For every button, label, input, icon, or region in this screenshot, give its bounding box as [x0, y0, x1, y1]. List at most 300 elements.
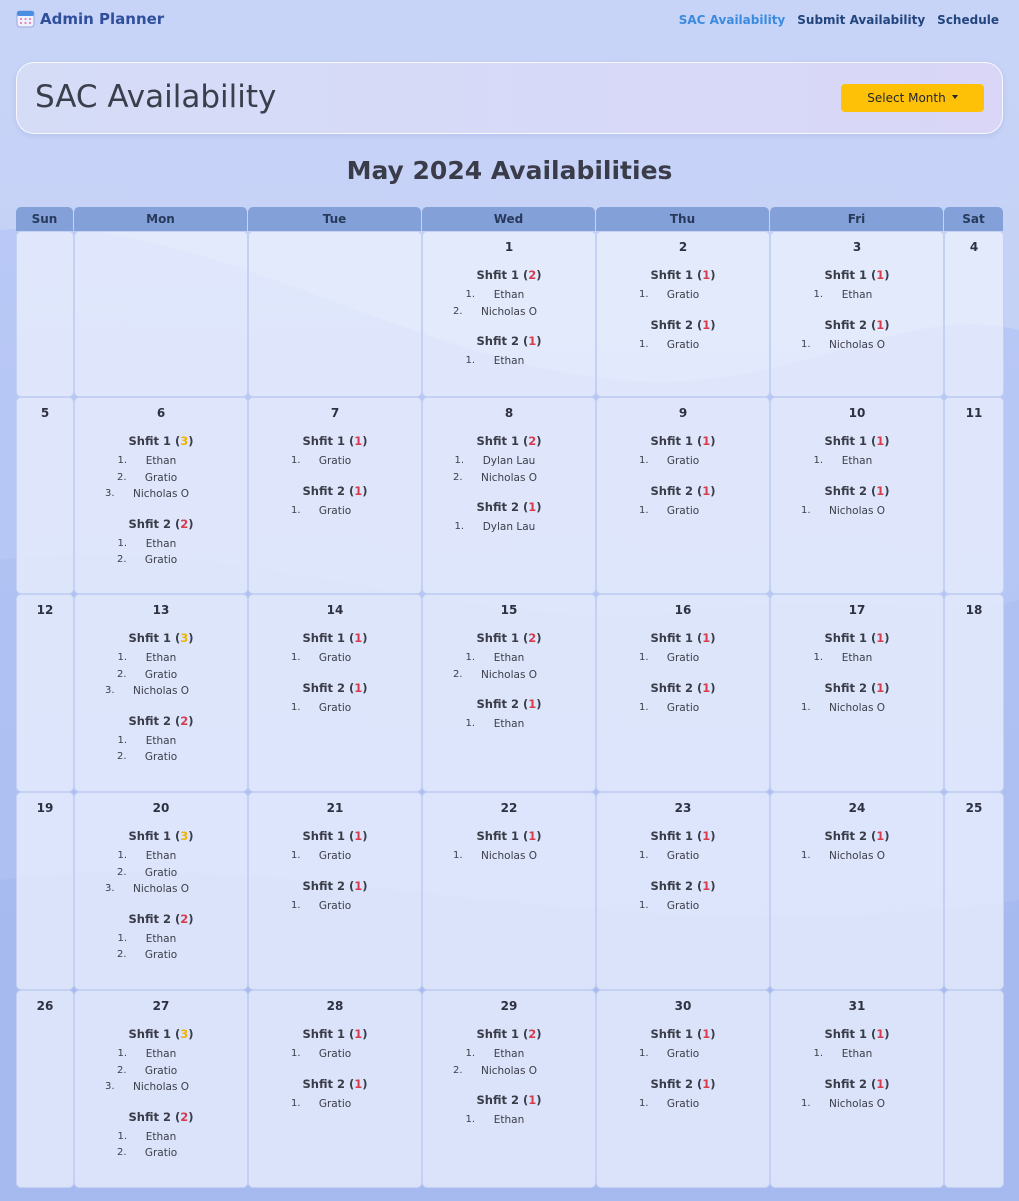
person-name: Ethan: [145, 932, 177, 945]
shift-label: Shfit 2: [824, 680, 867, 695]
paren-open: (: [866, 483, 877, 498]
person-name: Ethan: [145, 455, 177, 467]
name-list: [597, 287, 769, 304]
day-number: 24: [848, 801, 866, 815]
shift-title: [423, 697, 595, 711]
shift-title: [771, 484, 943, 498]
list-number: 1.: [639, 338, 649, 350]
shift-count: 1: [354, 483, 363, 498]
person-name: Ethan: [145, 1048, 177, 1060]
day-number: 29: [500, 999, 518, 1013]
list-item: [249, 898, 421, 915]
paren-close: ): [188, 911, 194, 926]
shift-count: 1: [876, 1076, 885, 1091]
calendar-day-cell[interactable]: [422, 231, 596, 397]
shift-block: [771, 318, 943, 354]
list-number: 1.: [465, 1114, 476, 1125]
person-name: Gratio: [666, 504, 700, 517]
shift-title: [75, 517, 247, 531]
shift-count: 2: [180, 713, 189, 728]
person-name: Nicholas O: [132, 1081, 190, 1093]
paren-open: (: [692, 878, 703, 893]
list-item: [597, 287, 769, 304]
calendar-day-cell[interactable]: [596, 231, 770, 397]
calendar-day-cell[interactable]: [248, 397, 422, 594]
shift-label: Shfit 2: [302, 878, 345, 893]
name-list: [75, 1046, 247, 1096]
brand-name: Admin Planner: [40, 9, 165, 28]
calendar-day-cell[interactable]: [74, 397, 248, 594]
shift-title: [423, 1093, 595, 1107]
shift-label: Shfit 2: [476, 500, 519, 514]
name-list: [597, 1046, 769, 1063]
name-list: [249, 848, 421, 865]
list-number: 1.: [801, 338, 811, 350]
list-item: [423, 353, 595, 370]
day-number: 28: [326, 999, 344, 1013]
paren-close: ): [536, 434, 542, 448]
shift-block: [771, 434, 943, 470]
shift-block: [423, 434, 595, 486]
calendar-week: [16, 990, 1004, 1188]
shift-count: 2: [180, 516, 189, 531]
list-item: [75, 733, 247, 750]
calendar-day-cell[interactable]: [422, 594, 596, 792]
list-number: 1.: [813, 652, 824, 663]
calendar-day-cell[interactable]: [770, 397, 944, 594]
shift-label: Shfit 2: [476, 697, 519, 711]
shift-title: [597, 434, 769, 448]
person-name: Ethan: [145, 1130, 177, 1143]
weekday-header: Sun: [16, 207, 73, 231]
shift-count: 1: [702, 829, 711, 843]
paren-open: (: [170, 434, 181, 448]
person-name: Gratio: [666, 338, 700, 351]
calendar-day-cell[interactable]: [248, 990, 422, 1188]
shift-block: [423, 1027, 595, 1079]
paren-close: ): [188, 516, 194, 531]
name-list: [423, 650, 595, 683]
calendar-day-cell[interactable]: [74, 594, 248, 792]
shift-title: [597, 1077, 769, 1091]
person-name: Nicholas O: [132, 488, 190, 500]
calendar-day-cell[interactable]: [596, 397, 770, 594]
paren-close: ): [710, 631, 716, 645]
shift-count: 1: [876, 317, 885, 332]
paren-close: ): [362, 631, 368, 645]
paren-close: ): [536, 631, 542, 645]
person-name: Gratio: [144, 949, 178, 961]
person-name: Nicholas O: [132, 685, 190, 697]
shift-block: [75, 829, 247, 898]
shift-block: [75, 631, 247, 700]
list-number: 2.: [117, 471, 127, 483]
paren-close: ): [362, 829, 368, 843]
day-number: 15: [500, 603, 518, 617]
list-item: [249, 1046, 421, 1063]
calendar-day-cell[interactable]: [16, 397, 74, 594]
select-month-button[interactable]: [841, 84, 984, 112]
shift-block: [423, 829, 595, 865]
person-name: Gratio: [318, 1097, 352, 1110]
paren-close: ): [188, 631, 194, 645]
paren-close: ): [536, 1093, 542, 1107]
person-name: Ethan: [145, 652, 177, 664]
paren-close: ): [362, 1076, 368, 1091]
shift-title: [771, 434, 943, 448]
paren-close: ): [884, 1076, 890, 1091]
shift-block: [771, 268, 943, 304]
shift-label: Shfit 1: [128, 631, 171, 645]
list-number: 1.: [465, 1048, 476, 1059]
calendar-day-cell[interactable]: [770, 231, 944, 397]
list-item: [771, 1046, 943, 1063]
shift-label: Shfit 2: [302, 483, 345, 498]
shift-count: 1: [876, 680, 885, 695]
list-number: 1.: [465, 289, 476, 300]
person-name: Gratio: [318, 455, 352, 467]
person-name: Nicholas O: [480, 850, 538, 862]
list-number: 2.: [117, 1064, 127, 1076]
list-number: 1.: [639, 701, 649, 713]
list-item: [75, 470, 247, 487]
person-name: Nicholas O: [828, 850, 886, 862]
name-list: [75, 931, 247, 964]
shift-title: [75, 912, 247, 926]
nav-sac-availability[interactable]: SAC Availability: [678, 13, 786, 27]
shift-count: 1: [702, 268, 711, 282]
day-number: 16: [674, 603, 692, 617]
list-number: 1.: [465, 652, 476, 663]
shift-title: [249, 434, 421, 448]
list-item: [75, 552, 247, 569]
name-list: [423, 848, 595, 865]
paren-open: (: [866, 631, 877, 645]
shift-title: [423, 434, 595, 448]
list-item: [597, 848, 769, 865]
list-number: 1.: [639, 455, 649, 466]
paren-open: (: [170, 911, 181, 926]
shift-title: [423, 631, 595, 645]
person-name: Ethan: [841, 1048, 873, 1060]
calendar-day-cell[interactable]: [74, 990, 248, 1188]
calendar-day-cell[interactable]: [944, 792, 1004, 990]
shift-block: [597, 268, 769, 304]
paren-close: ): [884, 829, 890, 843]
shift-count: 1: [528, 829, 537, 843]
name-list: [249, 503, 421, 520]
shift-block: [249, 879, 421, 915]
list-number: 1.: [465, 355, 476, 366]
calendar-day-cell[interactable]: [74, 231, 248, 397]
person-name: Gratio: [666, 1048, 700, 1060]
shift-label: Shfit 1: [128, 829, 171, 843]
list-number: 1.: [801, 1097, 811, 1109]
paren-open: (: [518, 631, 529, 645]
list-number: 2.: [117, 949, 127, 960]
paren-close: ): [884, 680, 890, 695]
shift-label: Shfit 2: [302, 680, 345, 695]
calendar-day-cell[interactable]: [596, 990, 770, 1188]
shift-label: Shfit 1: [302, 829, 345, 843]
list-item: [597, 337, 769, 354]
name-list: [75, 848, 247, 898]
list-item: [249, 650, 421, 667]
calendar-day-cell[interactable]: [248, 792, 422, 990]
shift-label: Shfit 1: [128, 1027, 171, 1041]
person-name: Nicholas O: [828, 504, 886, 517]
person-name: Gratio: [318, 504, 352, 517]
calendar-day-cell[interactable]: [16, 990, 74, 1188]
person-name: Gratio: [144, 751, 178, 763]
paren-open: (: [866, 268, 877, 282]
name-list: [597, 700, 769, 717]
name-list: [249, 650, 421, 667]
shift-title: [771, 829, 943, 843]
shift-block: [597, 829, 769, 865]
shift-block: [249, 631, 421, 667]
paren-close: ): [188, 713, 194, 728]
paren-open: (: [866, 829, 877, 843]
calendar-day-cell[interactable]: [596, 594, 770, 792]
shift-label: Shfit 2: [650, 878, 693, 893]
name-list: [249, 1046, 421, 1063]
person-name: Ethan: [841, 455, 873, 467]
shift-title: [423, 334, 595, 348]
calendar-day-cell[interactable]: [16, 231, 74, 397]
shift-title: [597, 484, 769, 498]
list-item: [75, 749, 247, 766]
nav-schedule[interactable]: Schedule: [937, 13, 999, 27]
shift-title: [597, 318, 769, 332]
shift-label: Shfit 2: [128, 911, 171, 926]
shift-title: [249, 879, 421, 893]
name-list: [423, 1112, 595, 1129]
list-number: 1.: [291, 504, 301, 516]
shift-block: [597, 879, 769, 915]
name-list: [249, 898, 421, 915]
list-item: [771, 503, 943, 520]
calendar-day-cell[interactable]: [944, 397, 1004, 594]
shift-count: 1: [702, 878, 711, 893]
shift-label: Shfit 1: [302, 1027, 345, 1041]
paren-open: (: [692, 317, 703, 332]
list-item: [597, 898, 769, 915]
shift-count: 1: [876, 631, 885, 645]
paren-close: ): [884, 483, 890, 498]
day-number: 6: [156, 406, 166, 420]
list-item: [423, 667, 595, 684]
calendar-day-cell[interactable]: [770, 792, 944, 990]
shift-block: [597, 1027, 769, 1063]
list-item: [771, 1096, 943, 1113]
list-item: [423, 453, 595, 470]
list-number: 1.: [639, 899, 649, 911]
paren-open: (: [170, 713, 181, 728]
list-item: [423, 1046, 595, 1063]
shift-label: Shfit 2: [824, 317, 867, 332]
day-number: 13: [152, 603, 170, 617]
paren-close: ): [536, 697, 542, 711]
list-item: [75, 683, 247, 700]
shift-count: 1: [876, 268, 885, 282]
person-name: Gratio: [666, 455, 700, 467]
list-item: [597, 700, 769, 717]
person-name: Nicholas O: [132, 883, 190, 895]
day-number: 8: [504, 406, 514, 420]
list-item: [423, 650, 595, 667]
paren-open: (: [692, 483, 703, 498]
paren-open: (: [170, 1109, 181, 1124]
paren-open: (: [518, 434, 529, 448]
person-name: Gratio: [318, 1048, 352, 1060]
shift-block: [75, 1027, 247, 1096]
calendar-day-cell[interactable]: [422, 990, 596, 1188]
name-list: [597, 848, 769, 865]
nav-submit-availability[interactable]: Submit Availability: [797, 13, 926, 27]
person-name: Nicholas O: [828, 1097, 886, 1110]
shift-count: 1: [876, 483, 885, 498]
shift-label: Shfit 2: [650, 483, 693, 498]
list-number: 1.: [291, 850, 301, 861]
shift-count: 1: [702, 317, 711, 332]
name-list: [75, 453, 247, 503]
paren-open: (: [692, 268, 703, 282]
list-number: 2.: [117, 866, 127, 878]
list-item: [75, 536, 247, 553]
shift-title: [75, 1110, 247, 1124]
name-list: [771, 700, 943, 717]
name-list: [771, 1096, 943, 1113]
day-number: 5: [40, 406, 50, 420]
calendar-day-cell[interactable]: [16, 792, 74, 990]
list-number: 1.: [454, 521, 465, 532]
person-name: Gratio: [318, 899, 352, 912]
calendar-day-cell[interactable]: [944, 231, 1004, 397]
list-number: 1.: [117, 455, 128, 466]
shift-block: [75, 517, 247, 569]
shift-label: Shfit 1: [476, 434, 519, 448]
list-number: 2.: [453, 1064, 463, 1076]
list-number: 1.: [453, 850, 463, 861]
list-item: [249, 848, 421, 865]
list-number: 1.: [465, 718, 476, 729]
shift-block: [423, 268, 595, 320]
person-name: Gratio: [144, 1064, 178, 1077]
person-name: Ethan: [493, 652, 525, 664]
paren-close: ): [188, 829, 194, 843]
list-number: 3.: [105, 488, 115, 499]
shift-block: [423, 1093, 595, 1129]
shift-title: [771, 1027, 943, 1041]
name-list: [597, 898, 769, 915]
calendar-day-cell[interactable]: [74, 792, 248, 990]
paren-close: ): [710, 1076, 716, 1091]
shift-title: [75, 714, 247, 728]
list-item: [771, 287, 943, 304]
shift-label: Shfit 2: [128, 516, 171, 531]
calendar-day-cell[interactable]: [248, 231, 422, 397]
day-number: 30: [674, 999, 692, 1013]
shift-block: [423, 334, 595, 370]
list-number: 1.: [639, 652, 649, 663]
name-list: [423, 716, 595, 733]
list-item: [75, 848, 247, 865]
person-name: Gratio: [318, 652, 352, 664]
shift-block: [771, 829, 943, 865]
paren-open: (: [344, 483, 355, 498]
person-name: Gratio: [666, 850, 700, 862]
paren-open: (: [170, 516, 181, 531]
day-number: 12: [36, 603, 54, 617]
paren-open: (: [866, 680, 877, 695]
shift-count: 1: [528, 1093, 537, 1107]
shift-block: [771, 484, 943, 520]
weekday-header: Tue: [248, 207, 421, 231]
paren-open: (: [344, 1027, 355, 1041]
calendar-day-cell[interactable]: [248, 594, 422, 792]
list-number: 1.: [117, 1130, 128, 1142]
calendar-day-cell[interactable]: [944, 594, 1004, 792]
shift-count: 3: [180, 1027, 189, 1041]
calendar-day-cell[interactable]: [16, 594, 74, 792]
shift-title: [249, 829, 421, 843]
calendar-icon: [16, 9, 35, 28]
shift-block: [597, 631, 769, 667]
person-name: Ethan: [145, 734, 177, 747]
person-name: Nicholas O: [828, 701, 886, 714]
day-number: 22: [500, 801, 518, 815]
person-name: Gratio: [144, 554, 178, 566]
calendar-day-cell[interactable]: [422, 397, 596, 594]
person-name: Gratio: [666, 1097, 700, 1110]
person-name: Ethan: [493, 289, 525, 301]
brand[interactable]: [16, 9, 164, 28]
person-name: Ethan: [493, 355, 525, 367]
list-item: [423, 1063, 595, 1080]
shift-block: [75, 1110, 247, 1162]
shift-block: [423, 500, 595, 536]
list-item: [75, 1129, 247, 1146]
calendar-day-cell[interactable]: [770, 990, 944, 1188]
calendar-day-cell[interactable]: [770, 594, 944, 792]
shift-label: Shfit 2: [824, 1076, 867, 1091]
person-name: Nicholas O: [828, 338, 886, 351]
name-list: [249, 700, 421, 717]
calendar-day-cell[interactable]: [596, 792, 770, 990]
header-card: [16, 62, 1003, 134]
list-number: 2.: [117, 668, 127, 680]
calendar-day-cell[interactable]: [944, 990, 1004, 1188]
name-list: [423, 287, 595, 320]
weekday-header: Wed: [422, 207, 595, 231]
shift-title: [597, 631, 769, 645]
shift-block: [249, 1077, 421, 1113]
paren-close: ): [710, 434, 716, 448]
day-number: 11: [965, 406, 983, 420]
day-number: 10: [848, 406, 866, 420]
shift-title: [597, 829, 769, 843]
paren-close: ): [188, 1027, 194, 1041]
paren-open: (: [344, 631, 355, 645]
paren-close: ): [884, 317, 890, 332]
shift-block: [75, 434, 247, 503]
shift-count: 1: [702, 680, 711, 695]
day-number: 18: [965, 603, 983, 617]
list-number: 1.: [117, 850, 128, 861]
weekday-header: Fri: [770, 207, 943, 231]
calendar-day-cell[interactable]: [422, 792, 596, 990]
